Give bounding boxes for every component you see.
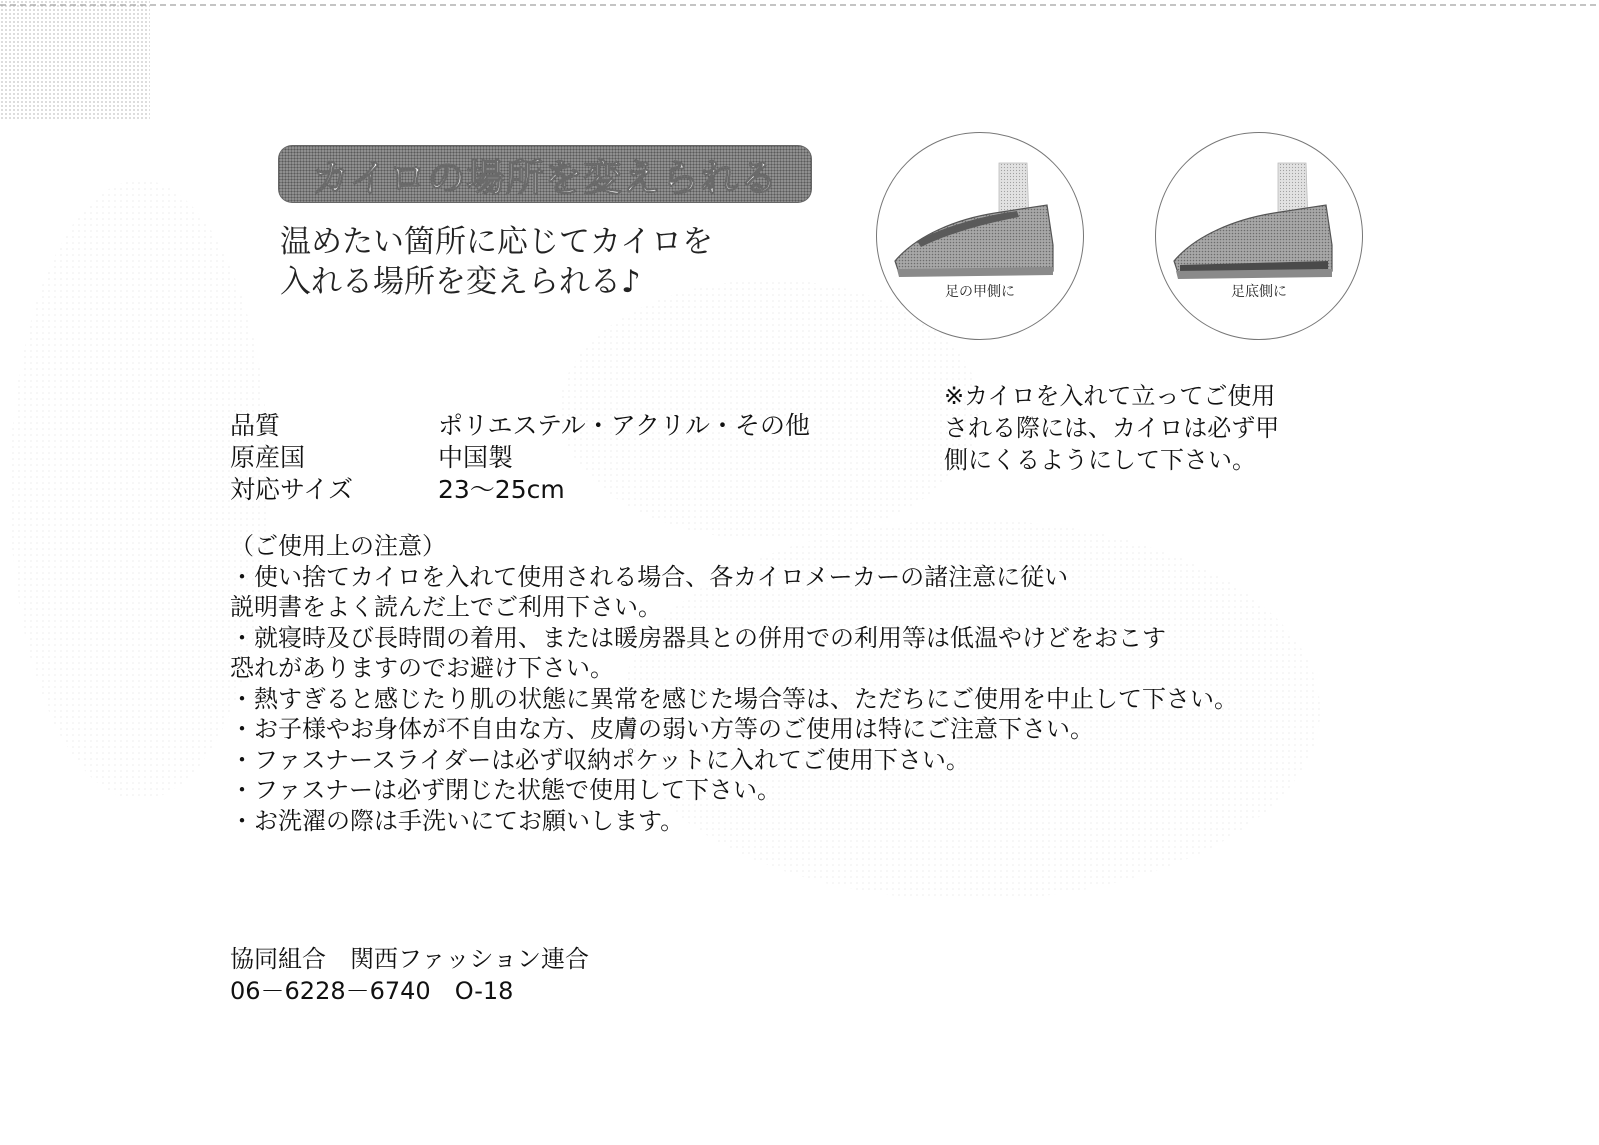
usage-note — [944, 380, 1279, 476]
figure-label: 足の甲側に — [945, 284, 1015, 300]
caution-line: ・熱すぎると感じたり肌の状態に異常を感じた場合等は、ただちにご使用を中止して下さい。 — [230, 684, 1238, 713]
caution-line: ・就寝時及び長時間の着用、または暖房器具との併用での利用等は低温やけどをおこす — [230, 623, 1166, 652]
figure-instep — [876, 132, 1084, 340]
company-phone: 06－6228－6740 O-18 — [230, 977, 514, 1005]
caution-line: ・ファスナーは必ず閉じた状態で使用して下さい。 — [230, 776, 782, 804]
spec-row-material — [230, 410, 810, 442]
note-line: される際には、カイロは必ず甲 — [944, 414, 1280, 442]
figure-sole — [1155, 132, 1363, 340]
spec-row-origin — [230, 442, 810, 474]
note-line: ※カイロを入れて立ってご使用 — [944, 382, 1276, 410]
shoe-warmer-sole-icon — [1156, 133, 1362, 339]
scan-corner-noise — [0, 0, 150, 120]
figure-label: 足底側に — [1231, 284, 1287, 300]
spec-value: ポリエステル・アクリル・その他 — [438, 411, 811, 440]
subtitle — [280, 222, 713, 302]
subtitle-line: 温めたい箇所に応じてカイロを — [280, 224, 714, 260]
company-name: 協同組合 関西ファッション連合 — [230, 945, 590, 973]
banner-title: カイロの場所を変えられる — [311, 155, 779, 200]
caution-line: ・使い捨てカイロを入れて使用される場合、各カイロメーカーの諸注意に従い — [230, 562, 1069, 591]
shoe-warmer-instep-icon — [877, 133, 1083, 339]
spec-value: 23～25cm — [438, 475, 565, 504]
footer — [230, 943, 589, 1007]
note-line: 側にくるようにして下さい。 — [944, 446, 1256, 474]
caution-line: 恐れがありますのでお避け下さい。 — [230, 654, 614, 682]
caution-section — [230, 531, 1238, 836]
caution-line: ・ファスナースライダーは必ず収納ポケットに入れてご使用下さい。 — [230, 745, 970, 774]
spec-table — [230, 410, 810, 506]
spec-key: 対応サイズ — [230, 475, 354, 504]
caution-line: 説明書をよく読んだ上でご利用下さい。 — [230, 593, 662, 621]
caution-line: ・お洗濯の際は手洗いにてお願いします。 — [230, 806, 685, 835]
spec-key: 原産国 — [230, 443, 306, 472]
caution-line: ・お子様やお身体が不自由な方、皮膚の弱い方等のご使用は特にご注意下さい。 — [230, 715, 1094, 743]
spec-row-size — [230, 474, 810, 506]
title-banner — [278, 145, 812, 203]
caution-heading: （ご使用上の注意） — [230, 532, 446, 560]
spec-value: 中国製 — [438, 443, 514, 472]
subtitle-line: 入れる場所を変えられる♪ — [280, 264, 641, 300]
scan-top-rule — [0, 4, 1599, 6]
spec-key: 品質 — [230, 411, 281, 440]
